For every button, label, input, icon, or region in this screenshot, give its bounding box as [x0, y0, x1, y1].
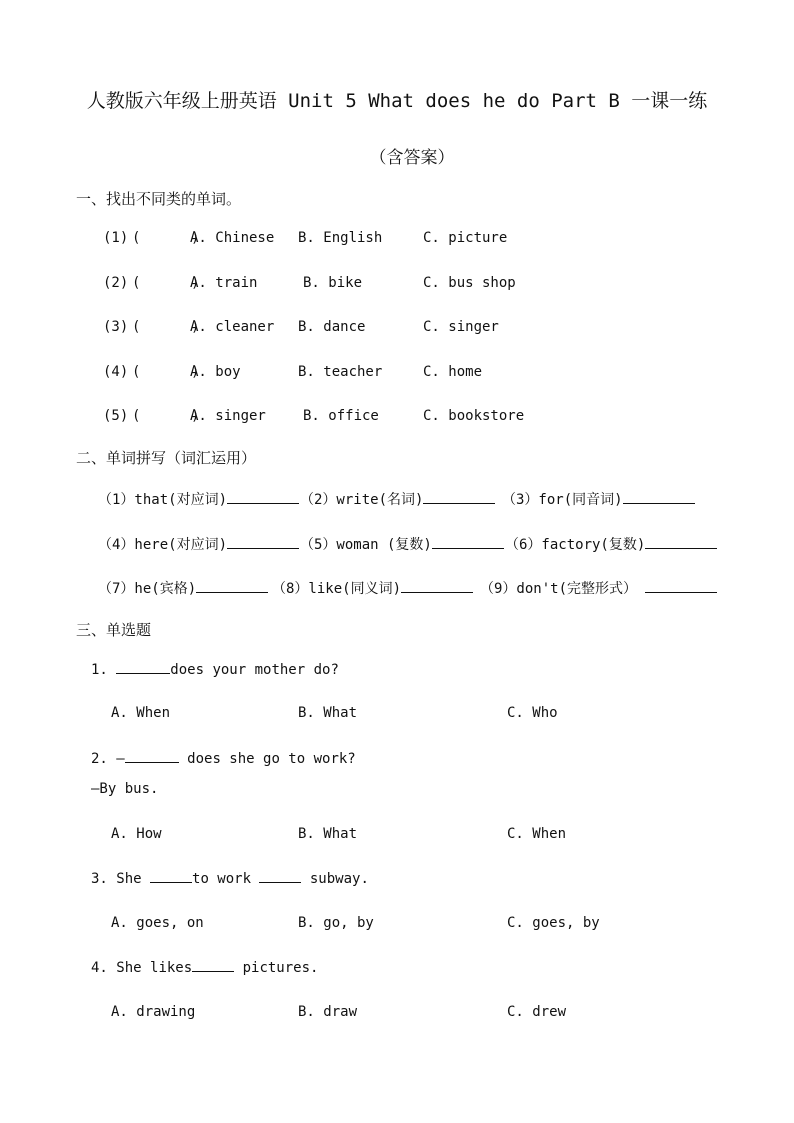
option-c: C. home: [423, 364, 483, 380]
spelling-prompt-4: （4）here(对应词): [98, 534, 299, 554]
answer-blank[interactable]: [125, 750, 179, 763]
option-c: C. goes, by: [507, 915, 600, 931]
question-2-stem: 2. — does she go to work?: [91, 751, 356, 767]
section-heading-3: 三、单选题: [76, 621, 152, 639]
page-subtitle: （含答案）: [369, 148, 455, 168]
section-heading-1: 一、找出不同类的单词。: [76, 190, 242, 208]
answer-blank[interactable]: [192, 959, 234, 972]
option-c: C. Who: [507, 705, 558, 721]
option-a: A. singer: [190, 408, 266, 424]
spelling-prompt-2: （2）write(名词): [300, 489, 495, 509]
spelling-prompt-9: （9）don't(完整形式）: [480, 578, 717, 598]
option-b: B. office: [303, 408, 379, 424]
answer-paren: ( ): [132, 364, 200, 380]
option-b: B. dance: [298, 319, 366, 335]
answer-blank[interactable]: [623, 491, 695, 504]
option-b: B. bike: [303, 275, 363, 291]
answer-blank[interactable]: [116, 661, 170, 674]
option-a: A. Chinese: [190, 230, 275, 246]
option-a: A. boy: [190, 364, 241, 380]
spelling-prompt-6: （6）factory(复数): [505, 534, 717, 554]
option-b: B. go, by: [298, 915, 374, 931]
option-a: A. When: [111, 705, 171, 721]
question-2-answer-line: —By bus.: [91, 781, 159, 797]
answer-blank[interactable]: [227, 536, 299, 549]
section-heading-2: 二、单词拼写（词汇运用）: [76, 449, 257, 467]
answer-paren: ( ): [132, 319, 200, 335]
answer-blank[interactable]: [432, 536, 504, 549]
answer-blank[interactable]: [259, 870, 301, 883]
item-number: (1): [103, 230, 129, 246]
question-3-stem: 3. She to work subway.: [91, 871, 369, 887]
answer-blank[interactable]: [227, 491, 299, 504]
option-a: A. train: [190, 275, 258, 291]
option-b: B. teacher: [298, 364, 383, 380]
option-b: B. English: [298, 230, 383, 246]
answer-paren: ( ): [132, 230, 200, 246]
option-b: B. What: [298, 705, 358, 721]
option-a: A. goes, on: [111, 915, 204, 931]
item-number: (2): [103, 275, 129, 291]
answer-paren: ( ): [132, 275, 200, 291]
answer-blank[interactable]: [401, 580, 473, 593]
spelling-prompt-1: （1）that(对应词): [98, 489, 299, 509]
option-c: C. drew: [507, 1004, 567, 1020]
option-a: A. cleaner: [190, 319, 275, 335]
item-number: (3): [103, 319, 129, 335]
option-c: C. bus shop: [423, 275, 516, 291]
option-a: A. drawing: [111, 1004, 196, 1020]
answer-blank[interactable]: [150, 870, 192, 883]
option-b: B. What: [298, 826, 358, 842]
option-c: C. bookstore: [423, 408, 525, 424]
option-c: C. singer: [423, 319, 499, 335]
question-1-stem: 1. does your mother do?: [91, 662, 339, 678]
item-number: (4): [103, 364, 129, 380]
page-title: 人教版六年级上册英语 Unit 5 What does he do Part B 一课一练: [86, 90, 708, 112]
option-b: B. draw: [298, 1004, 358, 1020]
option-a: A. How: [111, 826, 162, 842]
option-c: C. picture: [423, 230, 508, 246]
answer-blank[interactable]: [423, 491, 495, 504]
spelling-prompt-7: （7）he(宾格): [98, 578, 268, 598]
answer-paren: ( ): [132, 408, 200, 424]
spelling-prompt-3: （3）for(同音词): [502, 489, 695, 509]
option-c: C. When: [507, 826, 567, 842]
item-number: (5): [103, 408, 129, 424]
spelling-prompt-5: （5）woman (复数): [300, 534, 504, 554]
answer-blank[interactable]: [645, 536, 717, 549]
answer-blank[interactable]: [196, 580, 268, 593]
spelling-prompt-8: （8）like(同义词): [272, 578, 473, 598]
answer-blank[interactable]: [645, 580, 717, 593]
question-4-stem: 4. She likes pictures.: [91, 960, 319, 976]
